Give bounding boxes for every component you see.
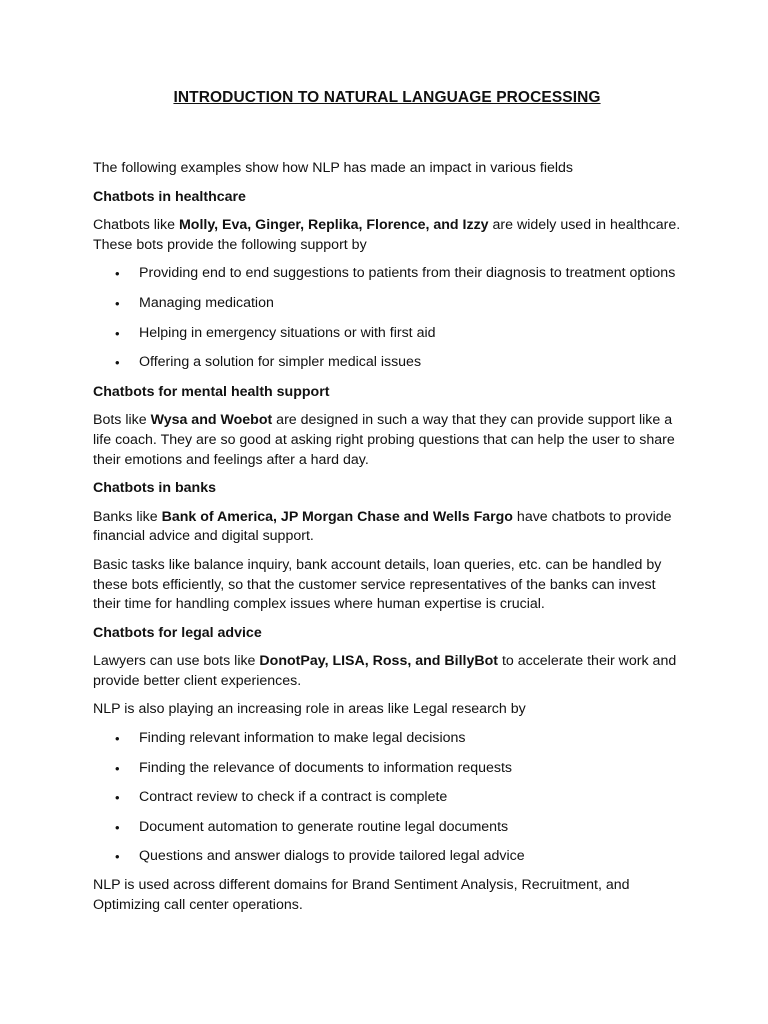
banks-text-pre: Banks like (93, 508, 162, 525)
legal-text-pre: Lawyers can use bots like (93, 653, 260, 670)
list-item: • Finding relevant information to make legal decisions (93, 729, 681, 749)
list-item: • Providing end to end suggestions to patients from their diagnosis to treatment options (93, 264, 681, 284)
banks-text-post: have chatbots to provide financial advice and digital support. (93, 508, 672, 545)
banks-heading: Chatbots in banks (93, 480, 216, 497)
banks-paragraph-1 (93, 508, 681, 547)
healthcare-paragraph (93, 216, 681, 255)
list-item: • Contract review to check if a contract is complete (93, 788, 681, 808)
legal-paragraph-1 (93, 652, 681, 691)
legal-heading: Chatbots for legal advice (93, 624, 262, 641)
list-item: • Offering a solution for simpler medical issues (93, 353, 681, 373)
legal-list (93, 729, 681, 867)
mental-health-paragraph (93, 411, 681, 470)
list-item: • Questions and answer dialogs to provide tailored legal advice (93, 847, 681, 867)
healthcare-text-post: are widely used in healthcare. These bots provide the following support by (93, 217, 681, 253)
document-body (93, 88, 681, 924)
bank-names: Bank of America, JP Morgan Chase and Wells Fargo (161, 508, 513, 525)
healthcare-bot-names: Molly, Eva, Ginger, Replika, Florence, and Izzy (178, 217, 489, 234)
legal-bot-names: DonotPay, LISA, Ross, and BillyBot (259, 653, 498, 670)
closing-paragraph: NLP is used across different domains for Brand Sentiment Analysis, Recruitment, and Optimizing call center operations. (93, 877, 630, 913)
mental-text-pre: Bots like (93, 412, 151, 429)
healthcare-text-pre: Chatbots like (93, 217, 179, 234)
legal-paragraph-2: NLP is also playing an increasing role in areas like Legal research by (93, 701, 526, 718)
list-item: • Document automation to generate routine legal documents (93, 818, 681, 838)
mental-health-heading: Chatbots for mental health support (93, 383, 330, 400)
healthcare-list (93, 264, 681, 372)
mental-text-post: are designed in such a way that they can provide support like a life coach. They are so good at asking right probing questions that can help the user to share their emotions and feelings after a hard day. (93, 412, 675, 468)
banks-paragraph-2: Basic tasks like balance inquiry, bank account details, loan queries, etc. can be handled by these bots efficiently, so that the customer service representatives of the banks can invest their time for handling complex issues where human expertise is crucial. (93, 556, 662, 613)
list-item: • Finding the relevance of documents to information requests (93, 759, 681, 779)
list-item: • Managing medication (93, 294, 681, 314)
list-item: • Helping in emergency situations or with first aid (93, 324, 681, 344)
healthcare-heading: Chatbots in healthcare (93, 188, 246, 205)
intro-paragraph: The following examples show how NLP has made an impact in various fields (93, 160, 573, 176)
document-title: INTRODUCTION TO NATURAL LANGUAGE PROCESSING (173, 89, 601, 106)
mental-bot-names: Wysa and Woebot (150, 412, 273, 429)
legal-text-post: to accelerate their work and provide better client experiences. (93, 653, 677, 689)
